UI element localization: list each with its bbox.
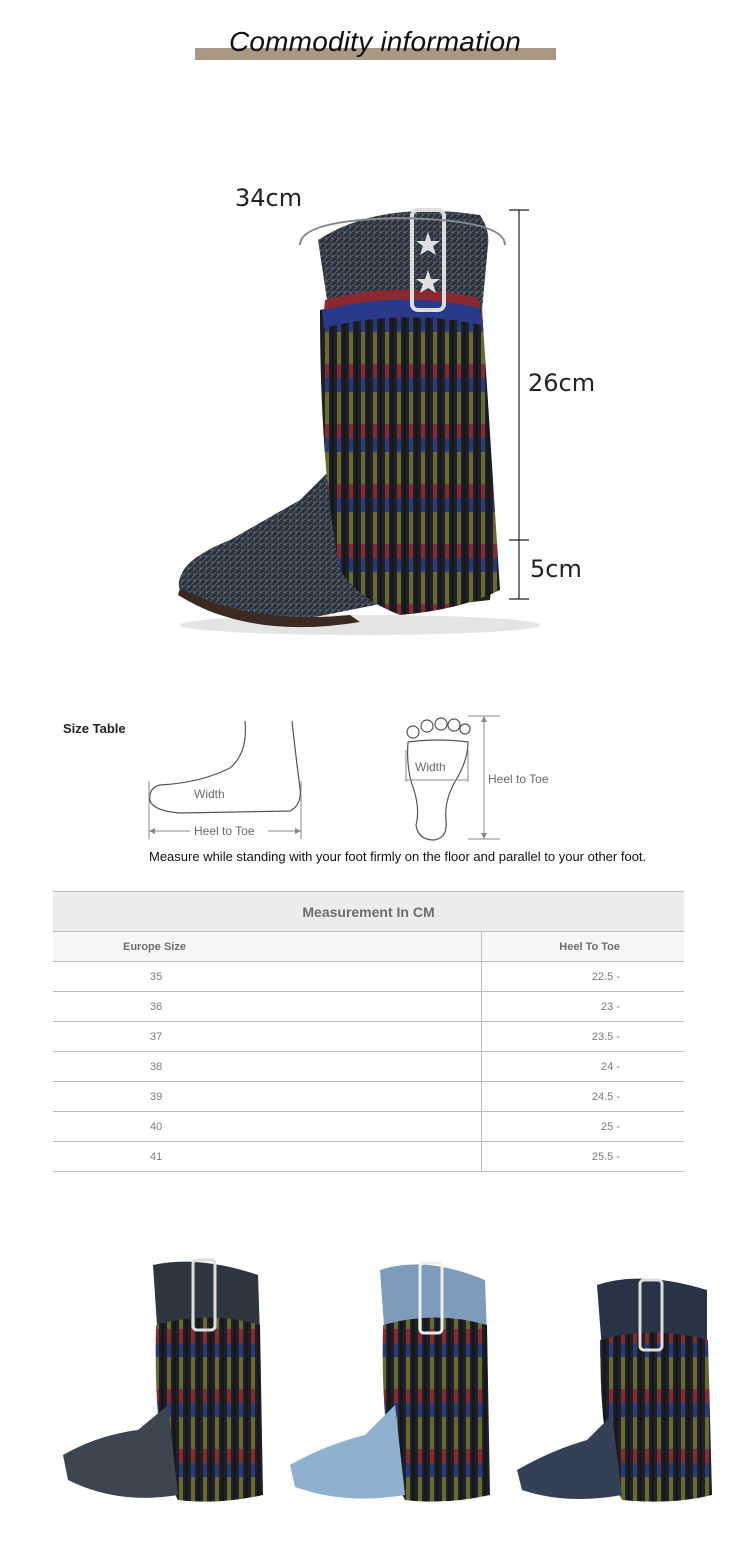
europe-size-cell: 37 (53, 1022, 482, 1052)
heel-to-toe-cell: 22.5 - (482, 962, 685, 992)
heel-to-toe-cell: 25 - (482, 1112, 685, 1142)
sole-width-label: Width (415, 760, 446, 774)
heel-to-toe-cell: 23.5 - (482, 1022, 685, 1052)
europe-size-cell: 38 (53, 1052, 482, 1082)
foot-sole-diagram (398, 710, 568, 845)
sole-length-label: Heel to Toe (488, 772, 549, 786)
europe-size-cell: 35 (53, 962, 482, 992)
table-row (53, 1112, 684, 1142)
boot-variant-2 (285, 1255, 495, 1505)
size-table-caption-row (53, 892, 684, 932)
foot-side-diagram (140, 713, 310, 843)
europe-size-cell: 36 (53, 992, 482, 1022)
size-table-title: Size Table (63, 721, 126, 736)
page-title: Commodity information (228, 26, 522, 57)
table-row (53, 1142, 684, 1172)
europe-size-cell: 41 (53, 1142, 482, 1172)
product-hero-image (0, 170, 750, 660)
table-row (53, 992, 684, 1022)
size-table-caption: Measurement In CM (53, 892, 684, 932)
boot-illustration (0, 170, 750, 660)
variant-image-light-denim (285, 1255, 495, 1505)
foot-width-label: Width (194, 787, 225, 801)
table-row (53, 1022, 684, 1052)
heel-to-toe-cell: 24.5 - (482, 1082, 685, 1112)
foot-length-label: Heel to Toe (194, 824, 255, 838)
heel-height-label: 5cm (530, 555, 582, 583)
table-row (53, 1052, 684, 1082)
measure-instruction: Measure while standing with your foot firmly on the floor and parallel to your other foot. (149, 849, 647, 864)
variant-image-dark-denim (58, 1255, 268, 1505)
column-header-europe-size: Europe Size (53, 932, 482, 962)
circumference-label: 34cm (235, 184, 303, 212)
heel-to-toe-cell: 25.5 - (482, 1142, 685, 1172)
heel-to-toe-cell: 23 - (482, 992, 685, 1022)
boot-variant-3 (512, 1255, 722, 1505)
shaft-height-label: 26cm (528, 369, 596, 397)
europe-size-cell: 40 (53, 1112, 482, 1142)
table-row (53, 962, 684, 992)
table-row (53, 1082, 684, 1112)
boot-variant-1 (58, 1255, 268, 1505)
column-header-heel-to-toe: Heel To Toe (482, 932, 685, 962)
variant-image-navy-denim (512, 1255, 722, 1505)
heel-to-toe-cell: 24 - (482, 1052, 685, 1082)
size-table (53, 891, 684, 1172)
europe-size-cell: 39 (53, 1082, 482, 1112)
size-table-header-row (53, 932, 684, 962)
